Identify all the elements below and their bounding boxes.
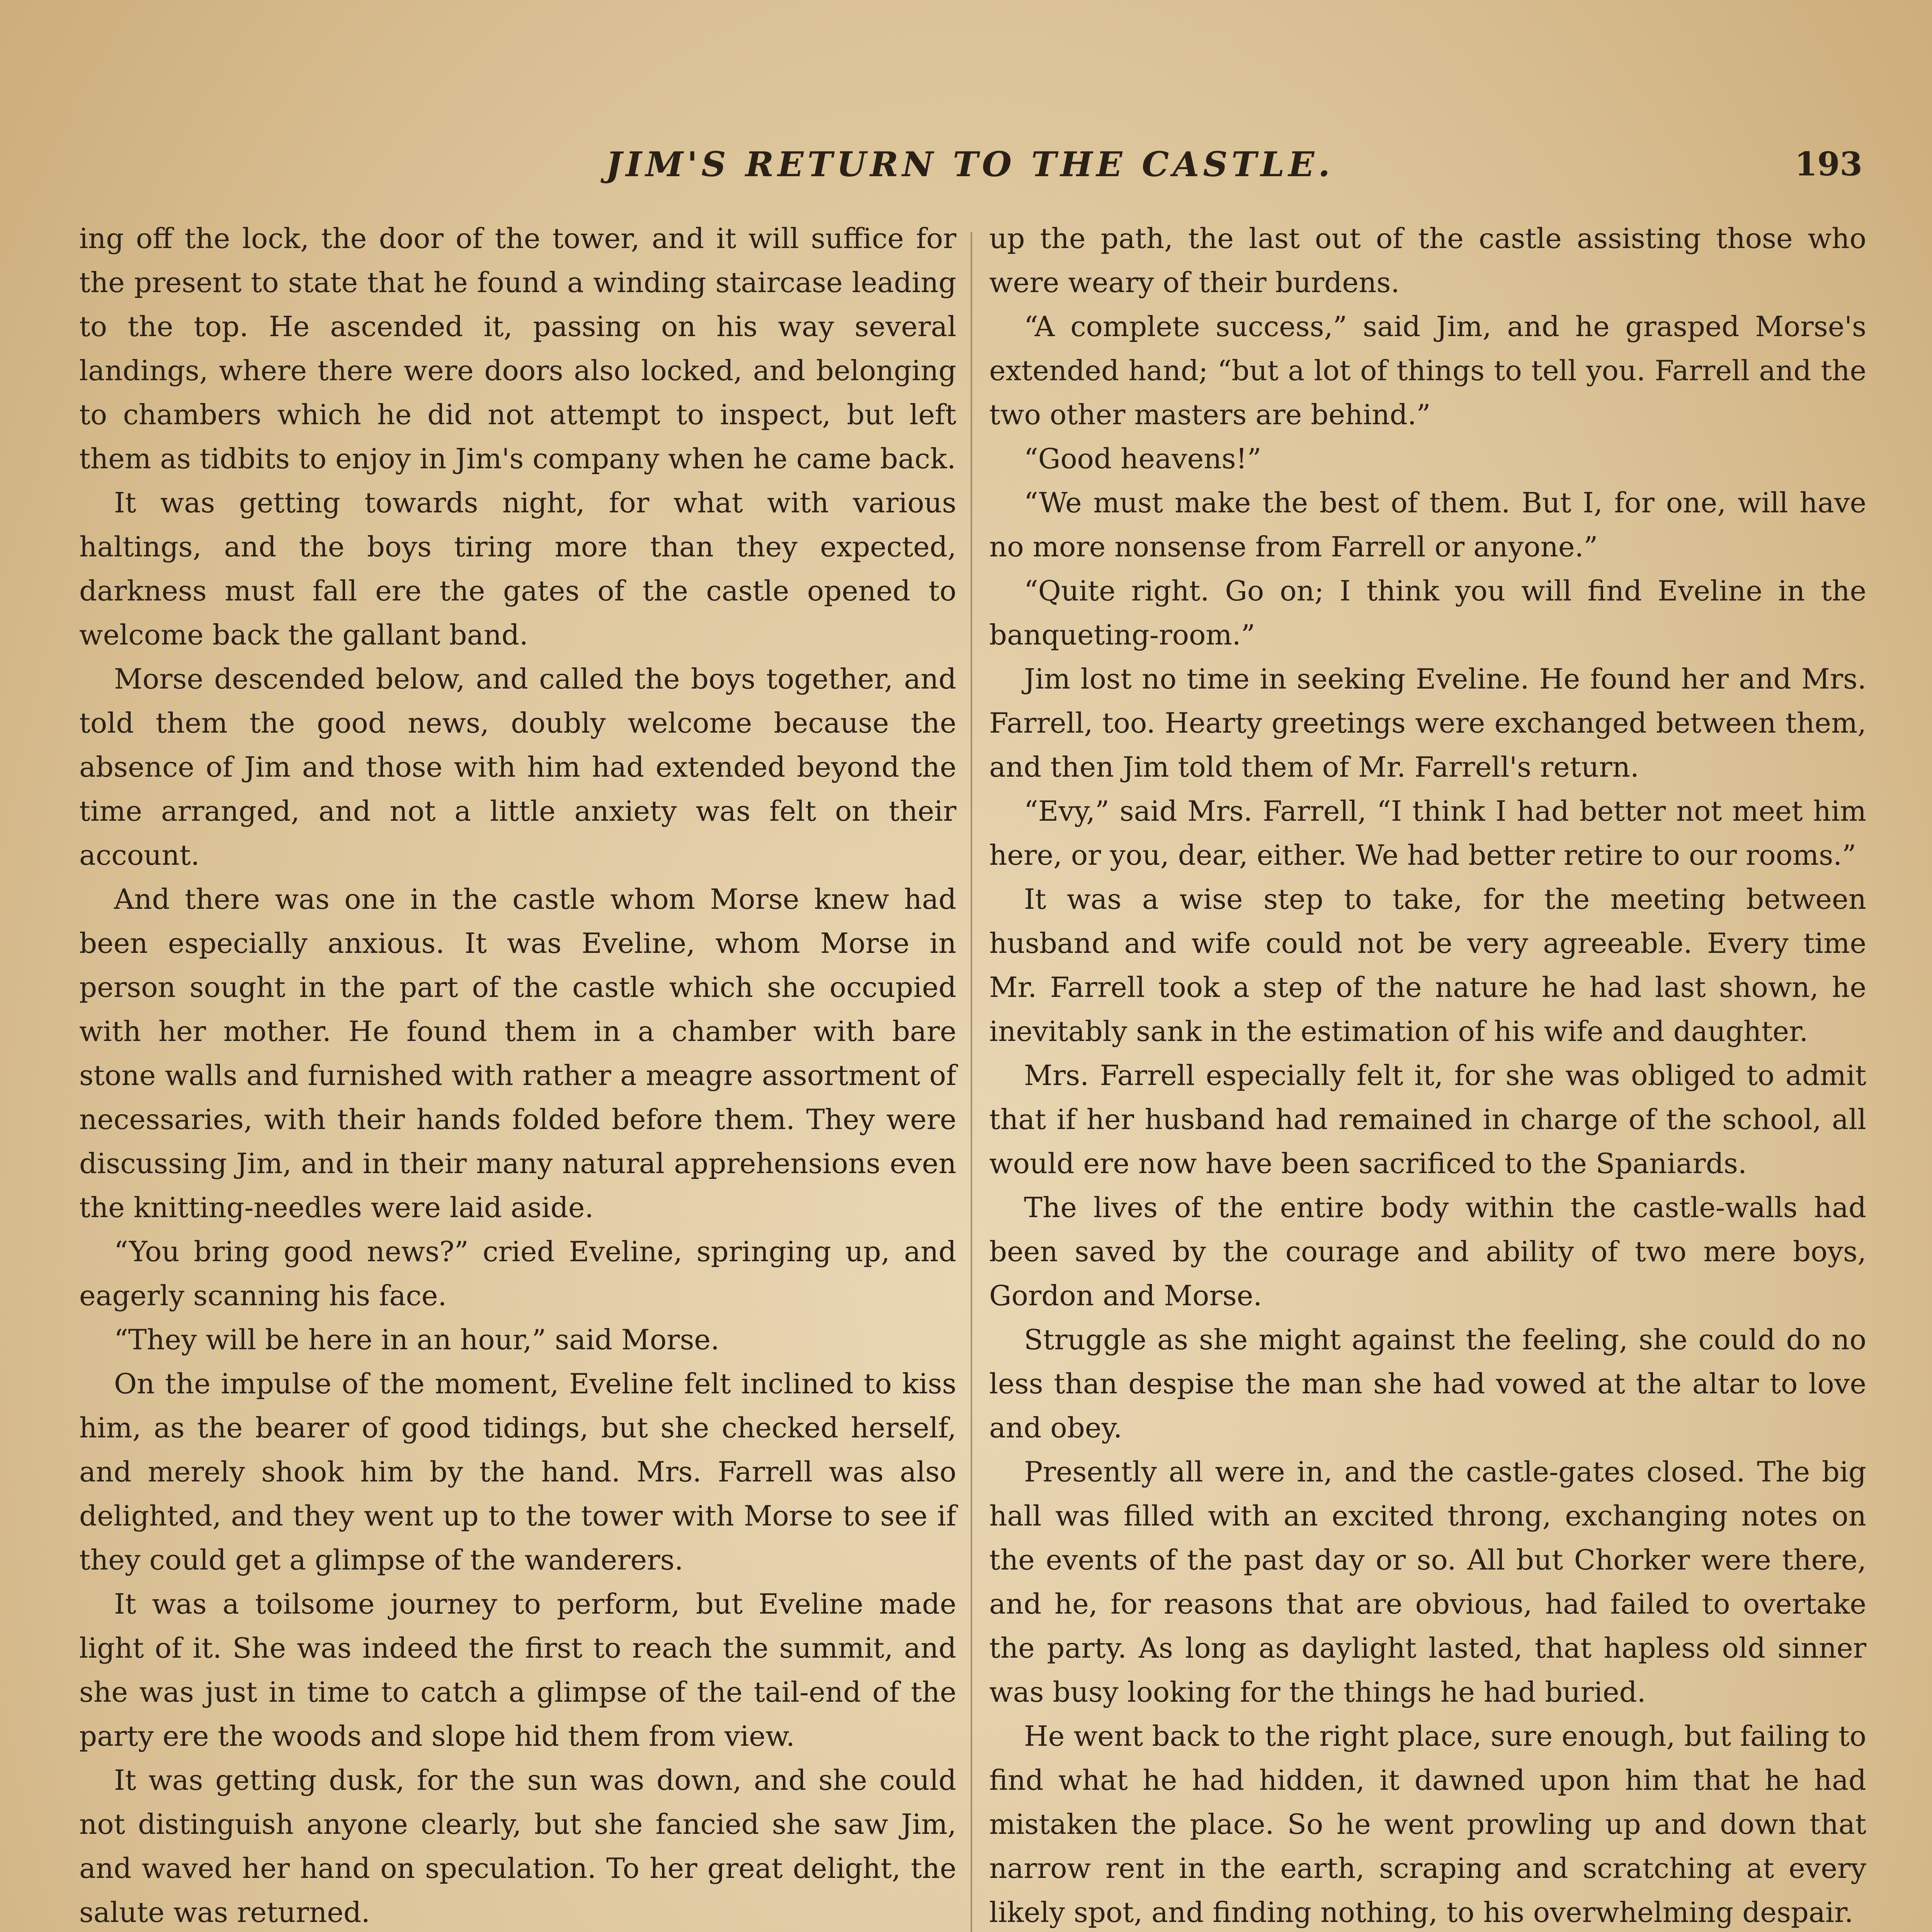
paragraph: “A complete success,” said Jim, and he grasped Morse's extended hand; “but a lot of things to tell you. Farrell and the two other masters are behind.” — [989, 310, 1866, 431]
running-title: JIM'S RETURN TO THE CASTLE. — [605, 144, 1334, 184]
paragraph: The lives of the entire body within the castle-walls had been saved by the courage and ability of two mere boys, Gordon and Morse. — [989, 1191, 1866, 1312]
paragraph: On the impulse of the moment, Eveline felt inclined to kiss him, as the bearer of good tidings, but she checked herself, and merely shook him by the hand. Mrs. Farrell was also delighted, and they went up to the tower with Morse to see if they could get a glimpse of the wanderers. — [79, 1367, 956, 1576]
paragraph: And there was one in the castle whom Morse knew had been especially anxious. It was Eveline, whom Morse in person sought in the part of the castle which she occupied with her mother. He found them in a chamber with bare stone walls and furnished with rather a meagre assortment of necessaries, with their hands folded before them. They were discussing Jim, and in their many natural apprehensions even the knitting-needles were laid aside. — [79, 883, 956, 1224]
paragraph: “You bring good news?” cried Eveline, springing up, and eagerly scanning his face. — [79, 1235, 956, 1312]
paragraph: He went back to the right place, sure enough, but failing to find what he had hidden, it dawned upon him that he had mistaken the place. So he went prowling up and down that narrow rent in the earth, scraping and scratching at every likely spot, and finding nothing, to his overwhelming despair. — [989, 1720, 1866, 1929]
paragraph: “They will be here in an hour,” said Morse. — [114, 1323, 719, 1356]
paragraph: Struggle as she might against the feeling, she could do no less than despise the man she had vowed at the altar to love and obey. — [989, 1323, 1866, 1444]
paragraph: “Quite right. Go on; I think you will find Eveline in the banqueting-room.” — [989, 575, 1866, 651]
page-number: 193 — [1794, 145, 1862, 183]
paragraph: “Good heavens!” — [1024, 442, 1262, 475]
paragraph: It was a toilsome journey to perform, but Eveline made light of it. She was indeed the first to reach the summit, and she was just in time to catch a glimpse of the tail-end of the party ere the woods and slope hid them from view. — [79, 1588, 956, 1752]
left-column — [79, 216, 956, 1932]
paragraph: Mrs. Farrell especially felt it, for she was obliged to admit that if her husband had remained in charge of the school, all would ere now have been sacrificed to the Spaniards. — [989, 1059, 1866, 1180]
paragraph: Presently all were in, and the castle-gates closed. The big hall was filled with an excited throng, exchanging notes on the events of the past day or so. All but Chorker were there, and he, for reasons that are obvious, had failed to overtake the party. As long as daylight lasted, that hapless old sinner was busy looking for the things he had buried. — [989, 1456, 1866, 1708]
paragraph: “Evy,” said Mrs. Farrell, “I think I had better not meet him here, or you, dear, either. We had better retire to our rooms.” — [989, 795, 1866, 871]
paragraph: It was a wise step to take, for the meeting between husband and wife could not be very agreeable. Every time Mr. Farrell took a step of the nature he had last shown, he inevitably sank in the estimation of his wife and daughter. — [989, 883, 1866, 1048]
right-column — [989, 216, 1866, 1932]
paragraph: Jim lost no time in seeking Eveline. He found her and Mrs. Farrell, too. Hearty greetings were exchanged between them, and then Jim told them of Mr. Farrell's return. — [989, 663, 1866, 783]
column-divider — [971, 232, 972, 1932]
paragraph: up the path, the last out of the castle assisting those who were weary of their burdens. — [989, 222, 1866, 299]
paragraph: “We must make the best of them. But I, for one, will have no more nonsense from Farrell or anyone.” — [989, 486, 1866, 563]
paragraph: It was getting dusk, for the sun was down, and she could not distinguish anyone clearly, but she fancied she saw Jim, and waved her hand on speculation. To her great delight, the salute was returned. — [79, 1764, 956, 1929]
paragraph: ing off the lock, the door of the tower, and it will suffice for the present to state that he found a winding staircase leading to the top. He ascended it, passing on his way several landings, where there were doors also locked, and belonging to chambers which he did not attempt to inspect, but left them as tidbits to enjoy in Jim's company when he came back. — [79, 222, 956, 475]
paragraph: It was getting towards night, for what with various haltings, and the boys tiring more than they expected, darkness must fall ere the gates of the castle opened to welcome back the gallant band. — [79, 486, 956, 651]
paragraph: Morse descended below, and called the boys together, and told them the good news, doubly welcome because the absence of Jim and those with him had extended beyond the time arranged, and not a little anxiety was felt on their account. — [79, 663, 956, 871]
page-header — [77, 139, 1862, 201]
